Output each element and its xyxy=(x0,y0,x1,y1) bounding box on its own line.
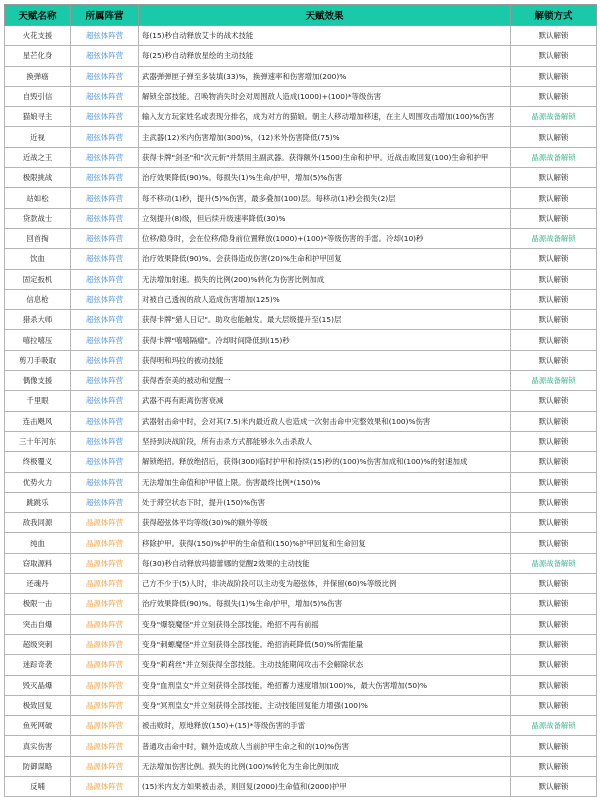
talent-name-cell: 信息枪 xyxy=(5,289,71,309)
header-talent-name: 天赋名称 xyxy=(5,5,71,26)
faction-cell: 超弦体阵营 xyxy=(71,431,139,451)
unlock-cell: 默认解锁 xyxy=(511,675,597,695)
faction-cell: 晶源体阵营 xyxy=(71,533,139,553)
effect-cell: 获得超弦体平均等级(30)%的额外等级 xyxy=(139,513,511,533)
faction-cell: 晶源体阵营 xyxy=(71,716,139,736)
faction-cell: 超弦体阵营 xyxy=(71,188,139,208)
talent-name-cell: 防御谋略 xyxy=(5,756,71,776)
table-row xyxy=(5,716,597,736)
effect-cell: 武器射击命中时，会对其(7.5)米内最近敌人也造成一次射击命中完整效果和(100)%伤害 xyxy=(139,411,511,431)
effect-cell: 位移/隐身时，会在位移/隐身前位置释放(1000)+(100)*等级伤害的手雷。冷却(10)秒 xyxy=(139,228,511,248)
faction-cell: 超弦体阵营 xyxy=(71,269,139,289)
unlock-cell: 默认解锁 xyxy=(511,756,597,776)
effect-cell: 移除护甲。获得(150)%护甲的生命值和(150)%护甲回复和生命回复 xyxy=(139,533,511,553)
unlock-cell: 默认解锁 xyxy=(511,472,597,492)
faction-cell: 超弦体阵营 xyxy=(71,127,139,147)
talent-name-cell: 嘻拉嘻压 xyxy=(5,330,71,350)
faction-cell: 晶源体阵营 xyxy=(71,756,139,776)
faction-cell: 超弦体阵营 xyxy=(71,228,139,248)
effect-cell: 立刻提升(8)级，但后续升级速率降低(30)% xyxy=(139,208,511,228)
unlock-cell: 默认解锁 xyxy=(511,431,597,451)
unlock-cell: 默认解锁 xyxy=(511,208,597,228)
table-row xyxy=(5,66,597,86)
talent-name-cell: 极限一击 xyxy=(5,594,71,614)
table-row xyxy=(5,452,597,472)
unlock-cell: 默认解锁 xyxy=(511,46,597,66)
unlock-cell: 默认解锁 xyxy=(511,310,597,330)
talent-name-cell: 火花支援 xyxy=(5,26,71,46)
table-row xyxy=(5,310,597,330)
effect-cell: 无法增加生命值和护甲值上限。伤害最终比例*(150)% xyxy=(139,472,511,492)
talent-name-cell: 饮血 xyxy=(5,249,71,269)
faction-cell: 晶源体阵营 xyxy=(71,675,139,695)
effect-cell: 处于滞空状态下时，提升(150)%伤害 xyxy=(139,492,511,512)
table-row xyxy=(5,411,597,431)
faction-cell: 晶源体阵营 xyxy=(71,614,139,634)
effect-cell: 获得香奈美的被动和觉醒一 xyxy=(139,371,511,391)
unlock-cell: 默认解锁 xyxy=(511,86,597,106)
talent-name-cell: 鱼死网破 xyxy=(5,716,71,736)
effect-cell: 每不移动(1)秒，提升(5)%伤害，最多叠加(100)层。每移动(1)秒会损失(2)层 xyxy=(139,188,511,208)
table-row xyxy=(5,391,597,411)
table-row xyxy=(5,776,597,796)
unlock-cell: 晶源战备解锁 xyxy=(511,107,597,127)
table-header-row xyxy=(5,5,597,26)
talent-name-cell: 敌我同源 xyxy=(5,513,71,533)
unlock-cell: 默认解锁 xyxy=(511,188,597,208)
unlock-cell: 默认解锁 xyxy=(511,411,597,431)
talent-name-cell: 突击自爆 xyxy=(5,614,71,634)
effect-cell: 普通攻击命中时，额外造成敌人当前护甲生命之和的(10)%伤害 xyxy=(139,736,511,756)
unlock-cell: 默认解锁 xyxy=(511,533,597,553)
effect-cell: 治疗效果降低(90)%。每损失(1)%生命/护甲，增加(5)%伤害 xyxy=(139,168,511,188)
effect-cell: 变身"冥刑皇女"并立刻获得全部技能。主动技能回复能力增强(100)% xyxy=(139,695,511,715)
talent-name-cell: 跳跳乐 xyxy=(5,492,71,512)
talent-name-cell: 迷踪奇袭 xyxy=(5,655,71,675)
header-faction: 所属阵营 xyxy=(71,5,139,26)
talent-name-cell: 固定扳机 xyxy=(5,269,71,289)
faction-cell: 超弦体阵营 xyxy=(71,26,139,46)
talent-name-cell: 窃取源料 xyxy=(5,553,71,573)
table-row xyxy=(5,86,597,106)
effect-cell: 变身"莉莉丝"并立刻获得全部技能。主动技能期间攻击不会解除状态 xyxy=(139,655,511,675)
unlock-cell: 默认解锁 xyxy=(511,127,597,147)
talent-name-cell: 近战之王 xyxy=(5,147,71,167)
faction-cell: 晶源体阵营 xyxy=(71,695,139,715)
effect-cell: 主武器(12)米内伤害增加(300)%，(12)米外伤害降低(75)% xyxy=(139,127,511,147)
talent-name-cell: 反哺 xyxy=(5,776,71,796)
table-row xyxy=(5,614,597,634)
faction-cell: 晶源体阵营 xyxy=(71,655,139,675)
faction-cell: 晶源体阵营 xyxy=(71,776,139,796)
talent-name-cell: 猫娘寻主 xyxy=(5,107,71,127)
effect-cell: 每(25)秒自动释放星绘的主动技能 xyxy=(139,46,511,66)
table-row xyxy=(5,756,597,776)
faction-cell: 晶源体阵营 xyxy=(71,574,139,594)
talent-name-cell: 贷款战士 xyxy=(5,208,71,228)
table-row xyxy=(5,350,597,370)
unlock-cell: 默认解锁 xyxy=(511,776,597,796)
talent-name-cell: 站如松 xyxy=(5,188,71,208)
effect-cell: 获得卡牌"猎人日记"。助攻也能触发。最大层级提升至(15)层 xyxy=(139,310,511,330)
talent-name-cell: 三十年河东 xyxy=(5,431,71,451)
table-row xyxy=(5,168,597,188)
talent-name-cell: 超级突刺 xyxy=(5,634,71,654)
unlock-cell: 默认解锁 xyxy=(511,736,597,756)
table-row xyxy=(5,228,597,248)
unlock-cell: 默认解锁 xyxy=(511,330,597,350)
table-row xyxy=(5,107,597,127)
effect-cell: 解锁全部技能。召唤物消失时会对周围敌人造成(1000)+(100)*等级伤害 xyxy=(139,86,511,106)
effect-cell: 获得卡牌"剑圣"和"次元斩"并禁用主副武器。获得额外(1500)生命和护甲。近战击败回复(100)生命和护甲 xyxy=(139,147,511,167)
talent-table xyxy=(4,4,597,797)
effect-cell: 变身"爆裂魔怪"并立刻获得全部技能。绝招不再有前摇 xyxy=(139,614,511,634)
unlock-cell: 晶源战备解锁 xyxy=(511,553,597,573)
faction-cell: 超弦体阵营 xyxy=(71,310,139,330)
talent-name-cell: 极限挑战 xyxy=(5,168,71,188)
faction-cell: 超弦体阵营 xyxy=(71,147,139,167)
faction-cell: 超弦体阵营 xyxy=(71,289,139,309)
table-row xyxy=(5,330,597,350)
effect-cell: 治疗效果降低(90)%。每损失(1)%生命/护甲，增加(5)%伤害 xyxy=(139,594,511,614)
faction-cell: 晶源体阵营 xyxy=(71,634,139,654)
faction-cell: 晶源体阵营 xyxy=(71,513,139,533)
unlock-cell: 默认解锁 xyxy=(511,513,597,533)
talent-name-cell: 优势火力 xyxy=(5,472,71,492)
table-row xyxy=(5,208,597,228)
faction-cell: 晶源体阵营 xyxy=(71,594,139,614)
unlock-cell: 默认解锁 xyxy=(511,168,597,188)
effect-cell: 无法增加射速。损失的比例(200)%转化为伤害比例加成 xyxy=(139,269,511,289)
unlock-cell: 默认解锁 xyxy=(511,289,597,309)
talent-name-cell: 真实伤害 xyxy=(5,736,71,756)
effect-cell: (15)米内友方如果被击杀，则回复(2000)生命值和(2000)护甲 xyxy=(139,776,511,796)
effect-cell: 每(30)秒自动释放玛德蕾娜的觉醒2效果的主动技能 xyxy=(139,553,511,573)
unlock-cell: 默认解锁 xyxy=(511,655,597,675)
table-row xyxy=(5,188,597,208)
talent-name-cell: 纯血 xyxy=(5,533,71,553)
table-row xyxy=(5,492,597,512)
faction-cell: 超弦体阵营 xyxy=(71,452,139,472)
effect-cell: 输入友方玩家姓名或表现分排名，成为对方的猫娘。朝主人移动增加移速，在主人周围攻击增加(100)%伤害 xyxy=(139,107,511,127)
faction-cell: 超弦体阵营 xyxy=(71,46,139,66)
talent-name-cell: 千里眼 xyxy=(5,391,71,411)
unlock-cell: 晶源战备解锁 xyxy=(511,371,597,391)
table-row xyxy=(5,655,597,675)
unlock-cell: 晶源战备解锁 xyxy=(511,716,597,736)
faction-cell: 超弦体阵营 xyxy=(71,107,139,127)
table-row xyxy=(5,147,597,167)
effect-cell: 获得明和玛拉的被动技能 xyxy=(139,350,511,370)
header-effect: 天赋效果 xyxy=(139,5,511,26)
faction-cell: 超弦体阵营 xyxy=(71,391,139,411)
talent-name-cell: 连击飓风 xyxy=(5,411,71,431)
effect-cell: 坚持到决战阶段，所有击杀方式都能够永久击杀敌人 xyxy=(139,431,511,451)
table-row xyxy=(5,675,597,695)
effect-cell: 己方不少于(5)人时，非决战阶段可以主动变为超弦体，并保留(60)%等级比例 xyxy=(139,574,511,594)
table-body xyxy=(5,26,597,797)
effect-cell: 变身"血刑皇女"并立刻获得全部技能。绝招蓄力速度增加(100)%，最大伤害增加(50)% xyxy=(139,675,511,695)
talent-name-cell: 回首掏 xyxy=(5,228,71,248)
unlock-cell: 默认解锁 xyxy=(511,452,597,472)
faction-cell: 超弦体阵营 xyxy=(71,66,139,86)
faction-cell: 晶源体阵营 xyxy=(71,553,139,573)
talent-name-cell: 换弹癌 xyxy=(5,66,71,86)
table-row xyxy=(5,127,597,147)
unlock-cell: 默认解锁 xyxy=(511,269,597,289)
talent-name-cell: 偶像支援 xyxy=(5,371,71,391)
table-row xyxy=(5,371,597,391)
table-row xyxy=(5,634,597,654)
table-row xyxy=(5,26,597,46)
unlock-cell: 默认解锁 xyxy=(511,350,597,370)
faction-cell: 超弦体阵营 xyxy=(71,411,139,431)
faction-cell: 超弦体阵营 xyxy=(71,208,139,228)
table-row xyxy=(5,736,597,756)
effect-cell: 被击败时，原地释放(150)+(15)*等级伤害的手雷 xyxy=(139,716,511,736)
talent-name-cell: 近视 xyxy=(5,127,71,147)
faction-cell: 超弦体阵营 xyxy=(71,168,139,188)
unlock-cell: 默认解锁 xyxy=(511,574,597,594)
unlock-cell: 晶源战备解锁 xyxy=(511,147,597,167)
table-row xyxy=(5,269,597,289)
faction-cell: 晶源体阵营 xyxy=(71,736,139,756)
faction-cell: 超弦体阵营 xyxy=(71,350,139,370)
table-row xyxy=(5,249,597,269)
effect-cell: 每(15)秒自动释放艾卡的战术技能 xyxy=(139,26,511,46)
unlock-cell: 默认解锁 xyxy=(511,614,597,634)
unlock-cell: 默认解锁 xyxy=(511,66,597,86)
talent-name-cell: 还魂丹 xyxy=(5,574,71,594)
unlock-cell: 默认解锁 xyxy=(511,634,597,654)
table-row xyxy=(5,513,597,533)
effect-cell: 解锁绝招。释放绝招后，获得(300)临时护甲和持续(15)秒的(100)%伤害加成和(100)%的射速加成 xyxy=(139,452,511,472)
talent-name-cell: 星芒化身 xyxy=(5,46,71,66)
faction-cell: 超弦体阵营 xyxy=(71,371,139,391)
faction-cell: 超弦体阵营 xyxy=(71,472,139,492)
unlock-cell: 默认解锁 xyxy=(511,695,597,715)
unlock-cell: 默认解锁 xyxy=(511,26,597,46)
table-row xyxy=(5,574,597,594)
effect-cell: 治疗效果降低(90)%。会获得造成伤害(20)%生命和护甲回复 xyxy=(139,249,511,269)
talent-name-cell: 终极覆义 xyxy=(5,452,71,472)
effect-cell: 武器不再有距离伤害衰减 xyxy=(139,391,511,411)
table-row xyxy=(5,695,597,715)
unlock-cell: 晶源战备解锁 xyxy=(511,228,597,248)
effect-cell: 对被自己透视的敌人造成伤害增加(125)% xyxy=(139,289,511,309)
effect-cell: 获得卡牌"嘻嘻隔瘤"。冷却时间降低到(15)秒 xyxy=(139,330,511,350)
table-row xyxy=(5,553,597,573)
faction-cell: 超弦体阵营 xyxy=(71,86,139,106)
header-unlock: 解锁方式 xyxy=(511,5,597,26)
talent-name-cell: 剪刀手吸取 xyxy=(5,350,71,370)
table-row xyxy=(5,431,597,451)
effect-cell: 无法增加伤害比例。损失的比例(100)%转化为生命比例加成 xyxy=(139,756,511,776)
table-row xyxy=(5,289,597,309)
faction-cell: 超弦体阵营 xyxy=(71,330,139,350)
unlock-cell: 默认解锁 xyxy=(511,249,597,269)
effect-cell: 武器弹弹匣子弹至多装填(33)%，换弹速率和伤害增加(200)% xyxy=(139,66,511,86)
table-row xyxy=(5,472,597,492)
unlock-cell: 默认解锁 xyxy=(511,391,597,411)
talent-name-cell: 自毁引信 xyxy=(5,86,71,106)
faction-cell: 超弦体阵营 xyxy=(71,249,139,269)
talent-name-cell: 猎杀大师 xyxy=(5,310,71,330)
table-row xyxy=(5,594,597,614)
talent-name-cell: 极致回复 xyxy=(5,695,71,715)
effect-cell: 变身"刺螈魔怪"并立刻获得全部技能。绝招消耗降低(50)%所需能量 xyxy=(139,634,511,654)
unlock-cell: 默认解锁 xyxy=(511,492,597,512)
talent-name-cell: 毁灭晶爆 xyxy=(5,675,71,695)
table-row xyxy=(5,533,597,553)
unlock-cell: 默认解锁 xyxy=(511,594,597,614)
faction-cell: 超弦体阵营 xyxy=(71,492,139,512)
table-row xyxy=(5,46,597,66)
